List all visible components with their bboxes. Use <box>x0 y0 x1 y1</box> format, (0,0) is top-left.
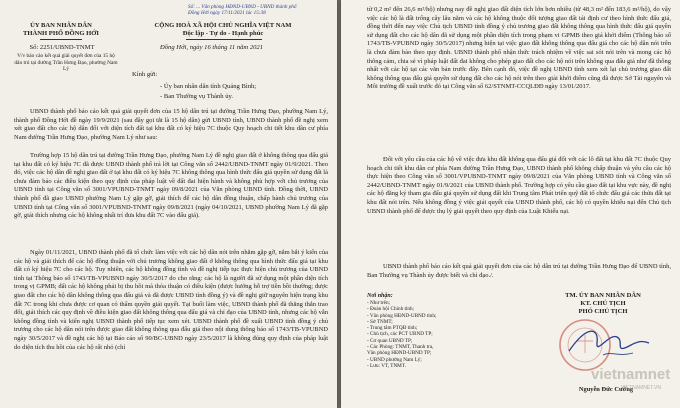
stamp-line-2: Đồng Hới ngày 17/11/2021 lúc 15:38 <box>188 10 266 16</box>
received-stamp <box>188 4 297 16</box>
right-paragraph-3: UBND thành phố báo cáo kết quả giải quyết đơn của các hộ dân trú tại đường Trần Hưng Đạo để UBND tỉnh, Ban Thường vụ Thành ủy được biết và chỉ đạo./. <box>367 263 671 279</box>
vietnamnet-watermark: vietnamnet <box>591 366 671 383</box>
right-paragraph-1: từ 0,2 m² đến 26,6 m²/hộ) nhưng nay đề nghị giao đất diện tích lớn hơn nhiều (từ 48,3 m² đến 183,6 m²/hộ), do vậy việc các hộ là đất trống cây lâu năm và các hộ không thuộc đối tượng giao đất tái định cư theo hình thức đấu giá, đồng thời đến nay việc Chủ tịch UBND tỉnh đồng ý chủ trương giao đất không thông qua hình thức đấu giá quyền sử dụng đất cho các hộ dân đã sử dụng một phần diện tích trong phạm vi GPMB theo giá khởi điểm (Thông báo số 1743/TB-VPUBND ngày 30/5/2017) nhưng hiện tại việc giao đất không thông qua đấu giá cho các hộ dân nói trên là chưa đảm bảo theo quy định. UBND thành phố nhận thức trách nhiệm về việc sai sót nói trên và mong các hộ thông cảm, chia sẻ vì pháp luật đất đai không cho phép giao đất cho các hộ nói trên không qua đấu giá như đã thông nhất với các hộ tại các văn bản trước đây. Bên cạnh đó, việc đề nghị UBND tỉnh xem xét lại chủ trương giao đất không thông qua đấu giá quyền sử dụng đất cho các hộ nói trên theo giải khởi điểm cũng đã được Sở Tài nguyên và Môi trường đề xuất trước đó tại Công văn số 62/STNMT-CCQLĐĐ ngày 13/01/2017. <box>367 6 671 91</box>
noi-nhan-item: Văn phòng HĐND-UBND TP; <box>367 350 432 357</box>
signer-name: Nguyễn Đức Cường <box>578 386 634 393</box>
org-name-line1: ỦY BAN NHÂN DÂN <box>30 22 92 29</box>
noi-nhan-item: - Chủ tịch, các PCT UBND TP; <box>367 331 433 338</box>
nation-motto: Độc lập - Tự do - Hạnh phúc <box>182 30 264 37</box>
recipient-1: - Ủy ban nhân dân tỉnh Quảng Bình; <box>160 83 257 90</box>
noi-nhan-item: - Văn phòng HĐND-UBND tỉnh; <box>367 312 437 319</box>
org-underline <box>40 39 82 40</box>
document-subject: V/v báo cáo kết quả giải quyết đơn của 15 hộ dân trú tại đường Trần Hưng Đạo, phường Nam Lý <box>14 53 118 73</box>
noi-nhan-item: - Như trên; <box>367 300 390 306</box>
stamp-line-1: Số: ... Văn phòng HĐND-UBND - UBND thành phố <box>188 4 297 10</box>
left-paragraph-2: Trường hợp 15 hộ dân trú tại đường Trần Hưng Đạo, phường Nam Lý đề nghị giao đất ở không thông qua đấu giá tại khu đất có ký hiệu 7C đã được UBND thành phố trả lời tại Công văn số 2442/UBND-TNMT ngày 01/9/2021. Theo đó, việc các hộ dân đề nghị giao đất ở tại khu đất có ký hiệu 7C không thông qua hình thức đấu giá quyền sử dụng đất là chưa đảm bảo các điều kiện theo quy định của pháp luật về đất đai hiện hành và không phù hợp với chủ trương của UBND tỉnh tại Công văn số 3001/VPUBND-TNMT ngày 09/8/2021 của Văn phòng UBND tỉnh. Đồng thời, UBND thành phố đã giao UBND phường Nam Lý gặp gỡ, giải thích để các hộ dân đồng thuận, chấp hành chủ trương của UBND tỉnh tại Công văn số 3001/VPUBND-TNMT ngày 09/8/2021 (ngày 04/10/2021, UBND phường Nam Lý đã gặp gỡ, giải thích nhưng các hộ không nhất trí đưa khu đất 7C vào đấu giá). <box>14 152 328 220</box>
kinh-gui-label: Kính gửi: <box>132 71 158 78</box>
signature-title-3: PHÓ CHỦ TỊCH <box>578 308 628 315</box>
document-page-1 <box>0 0 337 408</box>
nation-underline <box>186 39 262 40</box>
noi-nhan-item: - Sở TNMT; <box>367 318 393 325</box>
document-page-2 <box>341 0 680 408</box>
noi-nhan-item: - UBND phường Nam Lý; <box>367 356 422 363</box>
right-paragraph-2: Đối với yêu cầu của các hộ về việc đưa khu đất không qua đấu giá đối với các lô đất tại khu đất 7C thuộc Quy hoạch chi tiết khu dân cư phía Nam đường Trần Hưng Đạo, UBND thành phố không chấp thuận và yêu cầu các hộ thực hiện theo Công văn số 3001/VPUBND-TNMT ngày 09/8/2021 của Văn phòng UBND tỉnh và Công văn số 2442/UBND-TNMT ngày 01/9/2021 của UBND thành phố. Trường hợp có yêu cầu giao đất tại khu vực này, đề nghị các hộ đăng ký tham gia đấu giá quyền sử dụng đất khi Trung tâm Phát triển quỹ đất tổ chức đấu giá các thửa đất tại khu đất nói trên. Nếu không đồng ý việc giải quyết của UBND thành phố, các hộ có quyền khiếu nại đến Chủ tịch UBND thành phố để được thụ lý giải quyết theo quy định của Luật Khiếu nại. <box>367 156 671 215</box>
document-number: Số: 2251/UBND-TNMT <box>29 44 95 51</box>
recipient-2: - Ban Thường vụ Thành ủy. <box>160 93 234 100</box>
noi-nhan-list <box>367 300 436 369</box>
noi-nhan-item: - Lưu: VT, TNMT. <box>367 362 406 369</box>
noi-nhan-item: - Các Phòng: TNMT, Thanh tra, <box>367 344 434 351</box>
noi-nhan-item: - Đoàn hội Chính tỉnh; <box>367 306 414 313</box>
noi-nhan-item: - Trung tâm PTQĐ tỉnh; <box>367 325 418 332</box>
noi-nhan-label: Nơi nhận: <box>367 293 393 299</box>
left-paragraph-3: Ngày 01/11/2021, UBND thành phố đã tổ chức làm việc với các hộ dân nói trên nhằm gặp gỡ, nắm bắt ý kiến của các hộ và giải thích để các hộ đồng thuận với chủ trương không giao đất ở không thông qua hình thức đấu giá tại khu đất có ký hiệu 7C cho các hộ. Tuy nhiên, các hộ không đồng tình và đề nghị tiếp tục thực hiện chủ trương của UBND tỉnh tại Thông báo số 1743/TB-VPUBND ngày 30/5/2017 do cho rằng: các hộ là người đã sử dụng một phần diện tích trong vị GPMB; đất các hộ không phải bị thu hồi mà thỏa thuận có điều kiện (được hưởng hỗ trợ tiền bồi thường; được giao đất cho các hộ dân không thông qua đấu giá và đã được UBND tỉnh đồng ý) và đề nghị giữ nguyên hiện trạng khu đất 7C trong khi chưa được cơ quan có thẩm quyền giải quyết. Tại buổi làm việc, UBND thành phố đã thẳng thắn trao đổi, giải thích các quy định về điều kiện giao đất không thông qua đấu giá và chỉ đạo của UBND tỉnh, nhưng các hộ vẫn không đồng tình và kiến nghị UBND thành phố tiếp tục xem xét. UBND thành phố đề xuất UBND tỉnh đồng ý chủ trương cho các hộ dân nói trên được giao đất không thông qua đấu giá theo nội dung thông báo số 1743/TB-VPUBND ngày 30/5/2017 và đề nghị các hộ tại Báo cáo số 90/BC-UBND ngày 23/5/2017 là không đúng quy định của pháp luật do diện tích thu hồi của các hộ rất nhỏ (chỉ <box>14 249 328 351</box>
signature-title-2: KT. CHỦ TỊCH <box>580 300 626 307</box>
nation-title: CỘNG HOÀ XÃ HỘI CHỦ NGHĨA VIỆT NAM <box>154 22 292 29</box>
signature-title-1: TM. ỦY BAN NHÂN DÂN <box>565 292 641 299</box>
vietnamnet-watermark-url: VIETNAMNET.VN <box>621 385 662 391</box>
noi-nhan-item: - Cơ quan UBND TP; <box>367 337 413 344</box>
place-date: Đồng Hới, ngày 16 tháng 11 năm 2021 <box>160 44 264 51</box>
org-name-line2: THÀNH PHỐ ĐỒNG HỚI <box>22 30 99 37</box>
left-paragraph-1: UBND thành phố báo cáo kết quả giải quyết đơn của 15 hộ dân trú tại đường Trần Hưng Đạo, phường Nam Lý, thành phố Đồng Hới đề ngày 19/9/2021 (sau đây gọi tắt là 15 hộ dân) gửi UBND tỉnh, UBND thành phố đề nghị xem xét giao đất cho các hộ dân đối với diện tích đất tại khu đất có ký hiệu 7C thuộc Quy hoạch chi tiết khu dân cư phía Nam đường Trần Hưng Đạo, phường Nam Lý như sau: <box>14 108 328 141</box>
